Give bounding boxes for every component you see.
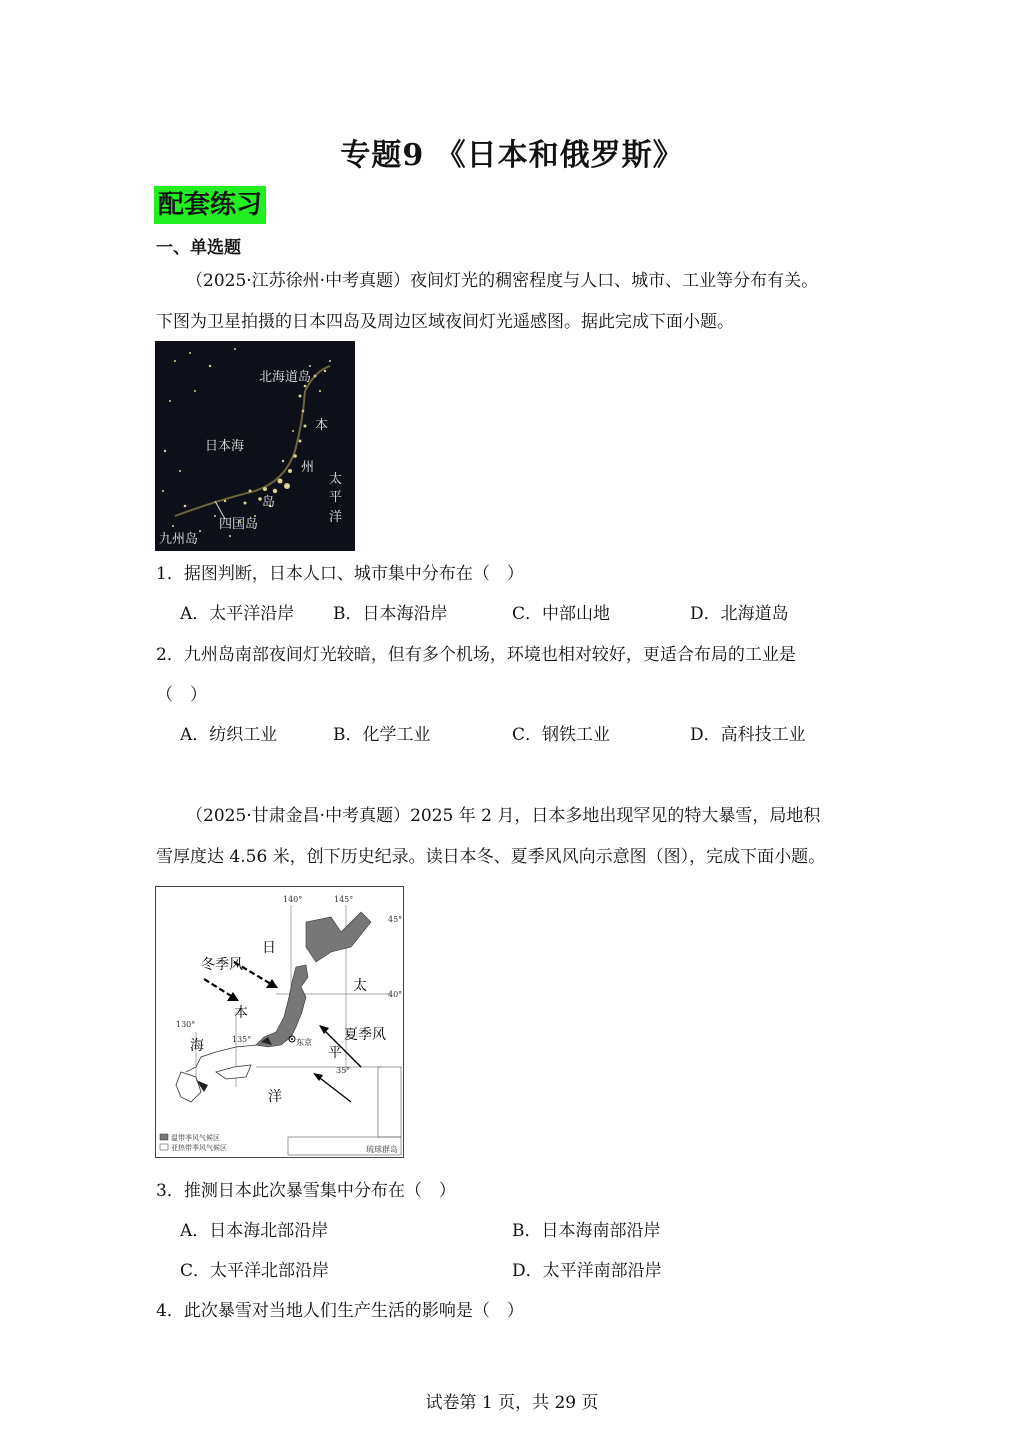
ocean-char-2: 平	[328, 1045, 342, 1061]
practice-badge: 配套练习	[154, 186, 266, 224]
label-pacific-1: 太	[329, 472, 343, 487]
lat-35-label: 35°	[336, 1066, 351, 1075]
label-pacific-3: 洋	[329, 510, 343, 525]
night-lights-map	[155, 341, 355, 551]
label-honshu-1: 本	[315, 418, 329, 433]
q4-stem: 4．此次暴雪对当地人们生产生活的影响是（ ）	[156, 1301, 524, 1321]
label-honshu-2: 州	[301, 460, 315, 475]
intro2-line2: 雪厚度达 4.56 米，创下历史纪录。读日本冬、夏季风风向示意图（图），完成下面小题。	[156, 847, 826, 867]
ocean-char-1: 太	[353, 978, 367, 994]
legend-subtropical: 亚热带季风气候区	[171, 1144, 227, 1152]
q1-option-c[interactable]: C．中部山地	[512, 604, 611, 624]
q3-option-c[interactable]: C．太平洋北部沿岸	[180, 1261, 330, 1281]
q3-option-d[interactable]: D．太平洋南部沿岸	[512, 1261, 662, 1281]
q1-option-b[interactable]: B．日本海沿岸	[333, 604, 448, 624]
winter-monsoon-label: 冬季风	[201, 957, 243, 973]
intro1-line2: 下图为卫星拍摄的日本四岛及周边区域夜间灯光遥感图。据此完成下面小题。	[156, 312, 734, 332]
q3-option-b[interactable]: B．日本海南部沿岸	[512, 1221, 661, 1241]
q2-option-a[interactable]: A．纺织工业	[180, 725, 278, 745]
sea-char-3: 海	[190, 1038, 204, 1054]
lat-45-label: 45°	[388, 915, 403, 924]
label-sea-of-japan: 日本海	[205, 439, 245, 454]
inset-label: 琉球群岛	[366, 1145, 398, 1154]
summer-monsoon-label: 夏季风	[344, 1027, 386, 1043]
intro1-line1: （2025·江苏徐州·中考真题）夜间灯光的稠密程度与人口、城市、工业等分布有关。	[186, 271, 819, 291]
label-pacific-2: 平	[329, 490, 343, 505]
q2-stem-line1: 2．九州岛南部夜间灯光较暗，但有多个机场，环境也相对较好，更适合布局的工业是	[156, 645, 796, 665]
sea-char-1: 日	[262, 940, 276, 956]
q2-stem-line2: （ ）	[156, 685, 207, 705]
section-heading: 一、单选题	[156, 238, 241, 258]
label-honshu-3: 岛	[262, 495, 276, 510]
q2-option-c[interactable]: C．钢铁工业	[512, 725, 611, 745]
page-title: 专题9 《日本和俄罗斯》	[340, 138, 684, 173]
tokyo-label: 东京	[296, 1038, 312, 1047]
monsoon-map	[155, 886, 404, 1158]
legend-temperate: 温带季风气候区	[171, 1134, 220, 1142]
ocean-char-3: 洋	[268, 1089, 282, 1105]
lat-40-label: 40°	[388, 990, 403, 999]
label-shikoku: 四国岛	[219, 517, 259, 532]
q1-stem: 1．据图判断，日本人口、城市集中分布在（ ）	[156, 564, 524, 584]
intro2-line1: （2025·甘肃金昌·中考真题）2025 年 2 月，日本多地出现罕见的特大暴雪，局地积	[186, 806, 821, 826]
q3-option-a[interactable]: A．日本海北部沿岸	[180, 1221, 329, 1241]
lon-145-label: 145°	[334, 895, 354, 904]
lon-130-label: 130°	[176, 1020, 196, 1029]
q1-option-a[interactable]: A．太平洋沿岸	[180, 604, 295, 624]
q2-option-b[interactable]: B．化学工业	[333, 725, 431, 745]
q3-stem: 3．推测日本此次暴雪集中分布在（ ）	[156, 1181, 456, 1201]
label-hokkaido: 北海道岛	[259, 370, 312, 385]
lon-135-label: 135°	[232, 1035, 252, 1044]
sea-char-2: 本	[234, 1005, 248, 1021]
label-kyushu: 九州岛	[159, 532, 199, 547]
q1-option-d[interactable]: D．北海道岛	[690, 604, 789, 624]
q2-option-d[interactable]: D．高科技工业	[690, 725, 806, 745]
page-footer: 试卷第 1 页，共 29 页	[425, 1393, 599, 1413]
lon-140-label: 140°	[283, 895, 303, 904]
